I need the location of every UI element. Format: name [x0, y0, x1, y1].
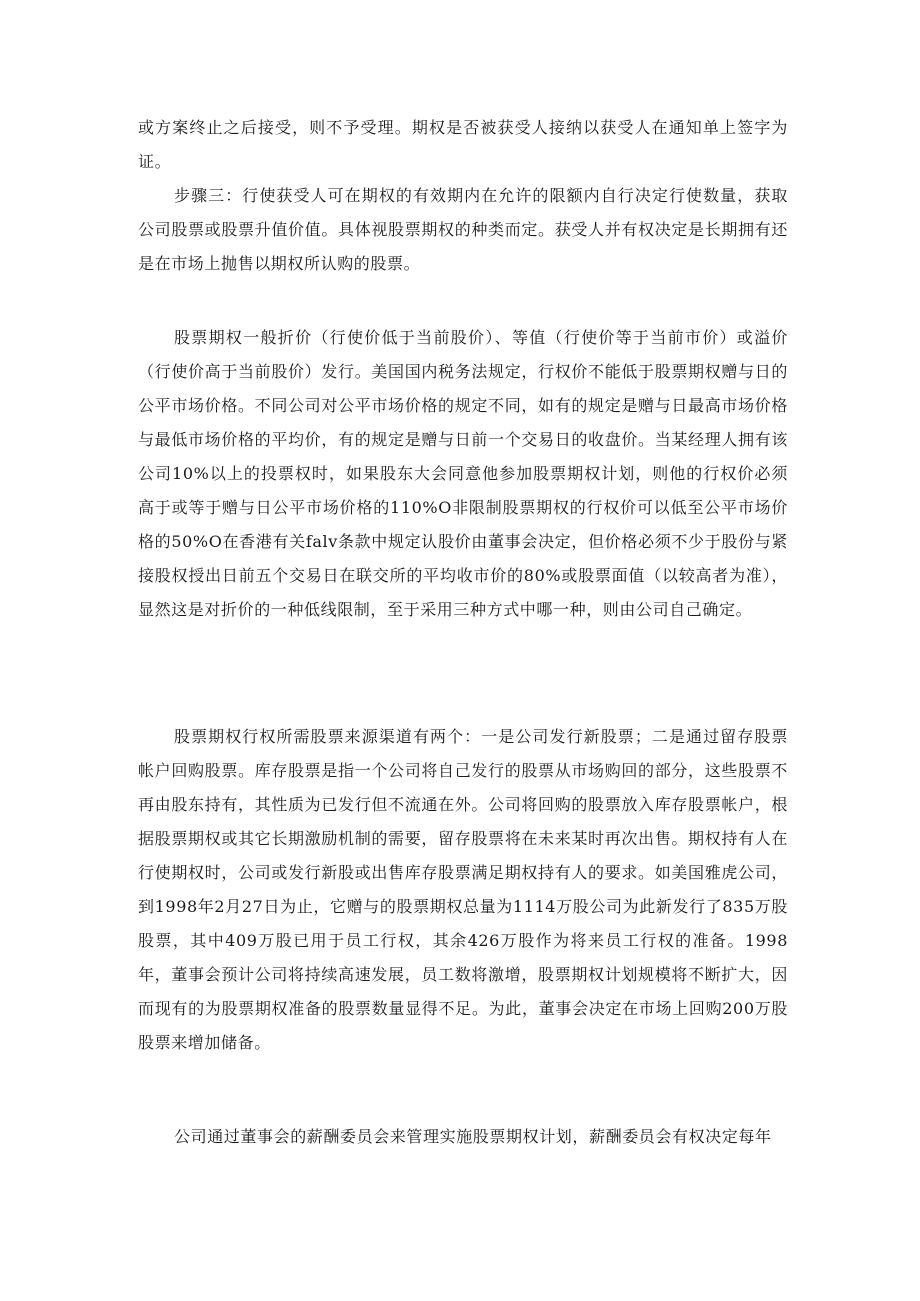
- paragraph-1: 或方案终止之后接受，则不予受理。期权是否被获受人接纳以获受人在通知单上签字为证。: [138, 118, 788, 171]
- paragraph-3: 股票期权一般折价（行使价低于当前股价）、等值（行使价等于当前市价）或溢价（行使价高于当前股价）发行。美国国内税务法规定，行权价不能低于股票期权赠与日的公平市场价格。不同公司对公平市场价格的规定不同，如有的规定是赠与日最高市场价格与最低市场价格的平均价，有的规定是赠与日前一个交易日的收盘价。当某经理人拥有该公司10%以上的投票权时，如果股东大会同意他参加股票期权计划，则他的行权价必须高于或等于赠与日公平市场价格的110%O非限制股票期权的行权价可以低至公平市场价格的50%O在香港有关falv条款中规定认股价由董事会决定，但价格必须不少于股份与紧接股权授出日前五个交易日在联交所的平均收市价的80%或股票面值（以较高者为准），显然这是对折价的一种低线限制，至于采用三种方式中哪一种，则由公司自己确定。: [138, 328, 788, 619]
- page-bottom-margin: [0, 1160, 920, 1301]
- paragraph-4: 股票期权行权所需股票来源渠道有两个：一是公司发行新股票；二是通过留存股票帐户回购股票。库存股票是指一个公司将自己发行的股票从市场购回的部分，这些股票不再由股东持有，其性质为已发行但不流通在外。公司将回购的股票放入库存股票帐户，根据股票期权或其它长期激励机制的需要，留存股票将在未来某时再次出售。期权持有人在行使期权时，公司或发行新股或出售库存股票满足期权持有人的要求。如美国雅虎公司，到1998年2月27日为止，它赠与的股票期权总量为1114万股公司为此新发行了835万股股票，其中409万股已用于员工行权，其余426万股作为将来员工行权的准备。1998年，董事会预计公司将持续高速发展，员工数将激增，股票期权计划规模将不断扩大，因而现有的为股票期权准备的股票数量显得不足。为此，董事会决定在市场上回购200万股股票来增加储备。: [138, 727, 788, 1052]
- paragraph-2: 步骤三：行使获受人可在期权的有效期内在允许的限额内自行决定行使数量，获取公司股票或股票升值价值。具体视股票期权的种类而定。获受人并有权决定是长期拥有还是在市场上抛售以期权所认购的股票。: [138, 186, 788, 273]
- paragraph-5: 公司通过董事会的薪酬委员会来管理实施股票期权计划，薪酬委员会有权决定每年: [174, 1127, 772, 1146]
